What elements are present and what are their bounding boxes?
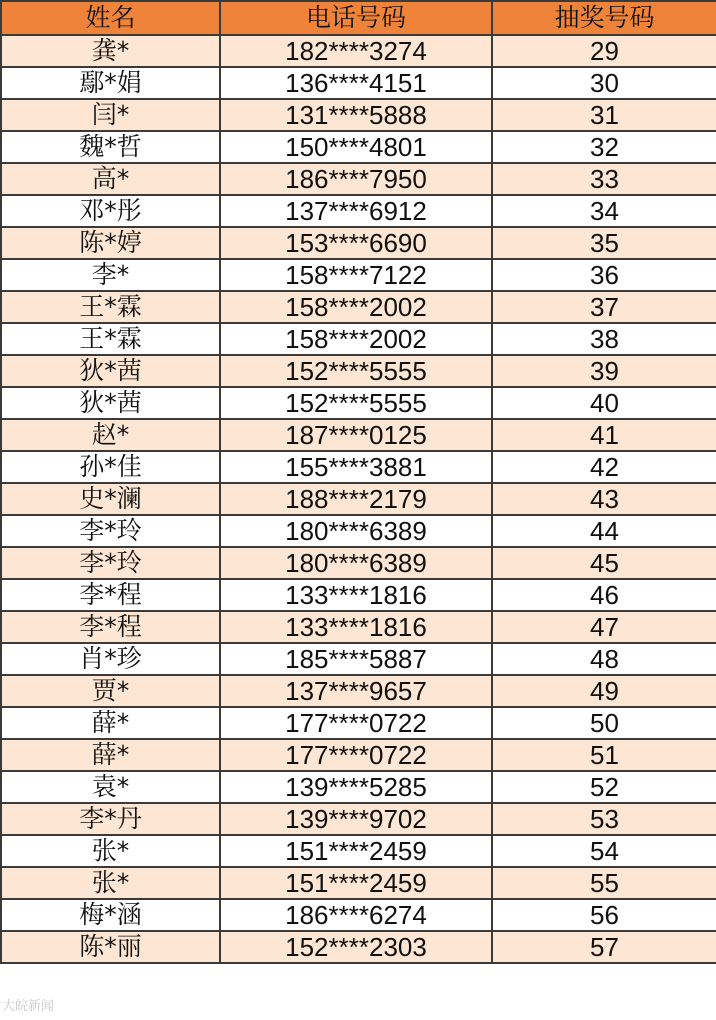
ticket-cell: 33: [492, 163, 716, 195]
phone-cell: 131****5888: [220, 99, 492, 131]
name-cell: 李*: [1, 259, 220, 291]
table-row: [1, 195, 716, 227]
name-cell: 陈*婷: [1, 227, 220, 259]
phone-cell: 188****2179: [220, 483, 492, 515]
ticket-cell: 41: [492, 419, 716, 451]
phone-cell: 151****2459: [220, 867, 492, 899]
ticket-cell: 52: [492, 771, 716, 803]
name-cell: 闫*: [1, 99, 220, 131]
table-row: [1, 867, 716, 899]
name-cell: 张*: [1, 867, 220, 899]
phone-cell: 153****6690: [220, 227, 492, 259]
table-row: [1, 611, 716, 643]
ticket-cell: 50: [492, 707, 716, 739]
name-cell: 狄*茜: [1, 387, 220, 419]
table-row: [1, 355, 716, 387]
name-cell: 龚*: [1, 35, 220, 67]
name-cell: 袁*: [1, 771, 220, 803]
name-cell: 肖*珍: [1, 643, 220, 675]
table-row: [1, 451, 716, 483]
ticket-cell: 49: [492, 675, 716, 707]
phone-cell: 158****7122: [220, 259, 492, 291]
ticket-cell: 35: [492, 227, 716, 259]
table-row: [1, 771, 716, 803]
phone-cell: 139****5285: [220, 771, 492, 803]
name-cell: 李*程: [1, 579, 220, 611]
name-cell: 张*: [1, 835, 220, 867]
name-cell: 史*澜: [1, 483, 220, 515]
watermark: 大皖新闻: [2, 999, 55, 1014]
phone-cell: 151****2459: [220, 835, 492, 867]
name-cell: 赵*: [1, 419, 220, 451]
table-row: [1, 99, 716, 131]
ticket-cell: 51: [492, 739, 716, 771]
ticket-cell: 38: [492, 323, 716, 355]
ticket-cell: 48: [492, 643, 716, 675]
table-row: [1, 387, 716, 419]
name-cell: 邓*彤: [1, 195, 220, 227]
table-header-row: [1, 1, 716, 35]
header-phone: 电话号码: [220, 1, 492, 35]
table-row: [1, 835, 716, 867]
phone-cell: 186****6274: [220, 899, 492, 931]
phone-cell: 133****1816: [220, 579, 492, 611]
ticket-cell: 36: [492, 259, 716, 291]
ticket-cell: 30: [492, 67, 716, 99]
table-row: [1, 323, 716, 355]
ticket-cell: 37: [492, 291, 716, 323]
table-row: [1, 803, 716, 835]
phone-cell: 152****5555: [220, 355, 492, 387]
phone-cell: 136****4151: [220, 67, 492, 99]
name-cell: 孙*佳: [1, 451, 220, 483]
name-cell: 梅*涵: [1, 899, 220, 931]
name-cell: 薛*: [1, 707, 220, 739]
phone-cell: 187****0125: [220, 419, 492, 451]
ticket-cell: 40: [492, 387, 716, 419]
ticket-cell: 32: [492, 131, 716, 163]
phone-cell: 182****3274: [220, 35, 492, 67]
name-cell: 鄢*娟: [1, 67, 220, 99]
ticket-cell: 53: [492, 803, 716, 835]
name-cell: 李*玲: [1, 547, 220, 579]
ticket-cell: 56: [492, 899, 716, 931]
header-name: 姓名: [1, 1, 220, 35]
header-ticket: 抽奖号码: [492, 1, 716, 35]
phone-cell: 180****6389: [220, 547, 492, 579]
ticket-cell: 29: [492, 35, 716, 67]
phone-cell: 152****2303: [220, 931, 492, 963]
phone-cell: 133****1816: [220, 611, 492, 643]
name-cell: 李*丹: [1, 803, 220, 835]
phone-cell: 152****5555: [220, 387, 492, 419]
table-row: [1, 227, 716, 259]
ticket-cell: 45: [492, 547, 716, 579]
phone-cell: 185****5887: [220, 643, 492, 675]
phone-cell: 155****3881: [220, 451, 492, 483]
table-row: [1, 931, 716, 963]
name-cell: 陈*丽: [1, 931, 220, 963]
name-cell: 李*玲: [1, 515, 220, 547]
ticket-cell: 44: [492, 515, 716, 547]
phone-cell: 137****9657: [220, 675, 492, 707]
table-row: [1, 163, 716, 195]
table-row: [1, 35, 716, 67]
ticket-cell: 42: [492, 451, 716, 483]
table-row: [1, 675, 716, 707]
ticket-cell: 39: [492, 355, 716, 387]
phone-cell: 158****2002: [220, 291, 492, 323]
name-cell: 王*霖: [1, 291, 220, 323]
phone-cell: 186****7950: [220, 163, 492, 195]
phone-cell: 177****0722: [220, 707, 492, 739]
phone-cell: 158****2002: [220, 323, 492, 355]
ticket-cell: 55: [492, 867, 716, 899]
ticket-cell: 43: [492, 483, 716, 515]
name-cell: 李*程: [1, 611, 220, 643]
table-row: [1, 515, 716, 547]
table-row: [1, 67, 716, 99]
name-cell: 贾*: [1, 675, 220, 707]
table-row: [1, 483, 716, 515]
table-row: [1, 707, 716, 739]
ticket-cell: 31: [492, 99, 716, 131]
table-row: [1, 547, 716, 579]
name-cell: 魏*哲: [1, 131, 220, 163]
phone-cell: 177****0722: [220, 739, 492, 771]
ticket-cell: 47: [492, 611, 716, 643]
table-row: [1, 131, 716, 163]
table-row: [1, 259, 716, 291]
table-row: [1, 643, 716, 675]
table-row: [1, 579, 716, 611]
table-row: [1, 291, 716, 323]
table-row: [1, 899, 716, 931]
ticket-cell: 46: [492, 579, 716, 611]
phone-cell: 150****4801: [220, 131, 492, 163]
ticket-cell: 34: [492, 195, 716, 227]
name-cell: 狄*茜: [1, 355, 220, 387]
table-row: [1, 419, 716, 451]
phone-cell: 139****9702: [220, 803, 492, 835]
name-cell: 王*霖: [1, 323, 220, 355]
table-row: [1, 739, 716, 771]
phone-cell: 180****6389: [220, 515, 492, 547]
name-cell: 高*: [1, 163, 220, 195]
name-cell: 薛*: [1, 739, 220, 771]
ticket-cell: 54: [492, 835, 716, 867]
phone-cell: 137****6912: [220, 195, 492, 227]
ticket-cell: 57: [492, 931, 716, 963]
